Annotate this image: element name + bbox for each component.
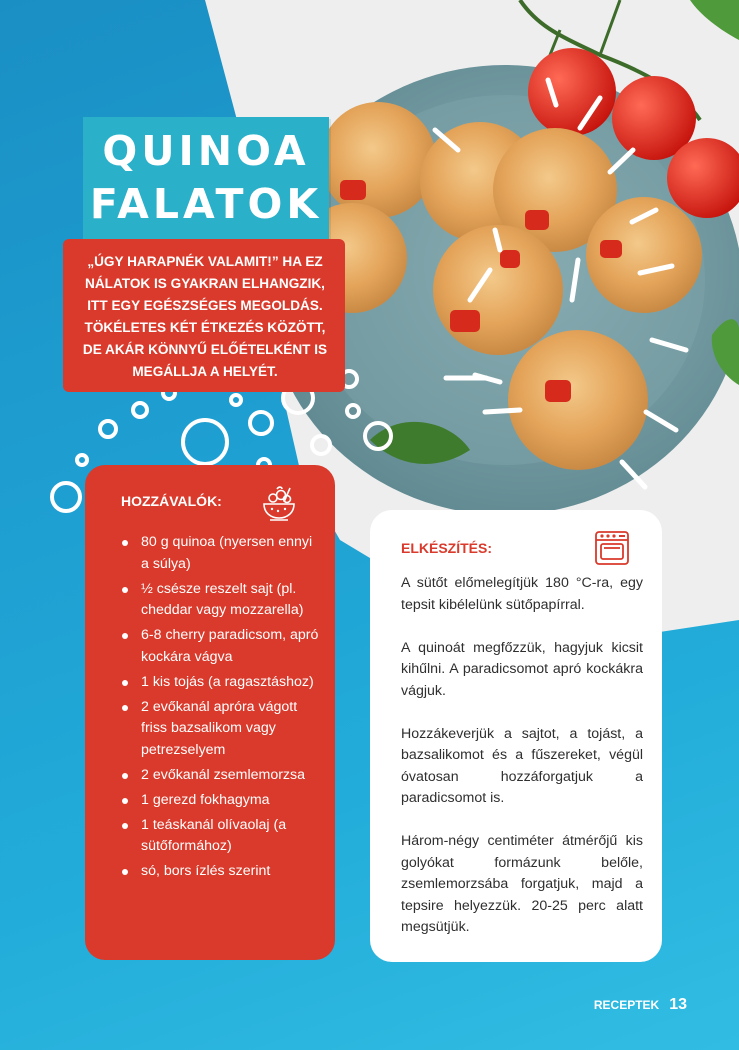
list-item: 6-8 cherry paradicsom, apró kockára vágva	[122, 625, 322, 668]
section-label: RECEPTEK	[593, 998, 660, 1012]
preparation-heading: ELKÉSZÍTÉS:	[401, 540, 493, 556]
page-number: 13	[669, 996, 687, 1013]
list-item: 1 kis tojás (a ragasztáshoz)	[122, 672, 322, 694]
intro-text: „ÚGY HARAPNÉK VALAMIT!” HA EZ NÁLATOK IS GYAKRAN ELHANGZIK, ITT EGY EGÉSZSÉGES MEGOLDÁS. TÖKÉLETES KÉT ÉTKEZÉS KÖZÖTT, DE AKÁR KÖNNYŰ ELŐÉTELKÉNT IS MEGÁLLJA A HELYÉT.	[82, 254, 328, 379]
list-item: 2 evőkanál zsemlemorzsa	[122, 765, 322, 787]
oven-icon	[592, 528, 632, 568]
ingredients-card	[85, 465, 335, 960]
list-item: 2 evőkanál apróra vágott friss bazsalikom vagy petrezselyem	[122, 697, 322, 762]
salad-bowl-icon	[260, 484, 298, 522]
preparation-card	[370, 510, 662, 962]
list-item: só, bors ízlés szerint	[122, 861, 322, 883]
ingredients-list	[122, 532, 322, 886]
page-footer	[594, 996, 687, 1014]
preparation-step: Hozzákeverjük a sajtot, a tojást, a bazsalikomot és a fűszereket, végül óvatosan hozzáforgatjuk a paradicsomot is.	[401, 725, 643, 806]
list-item: 80 g quinoa (nyersen ennyi a súlya)	[122, 532, 322, 575]
preparation-step: Három-négy centiméter átmérőjű kis golyókat formázunk belőle, zsemlemorzsába forgatjuk, majd a tepsire helyezzük. 20-25 perc alatt megsütjük.	[401, 833, 643, 935]
intro-box	[63, 239, 345, 392]
title-line-1: QUINOA	[102, 127, 310, 175]
preparation-steps	[401, 573, 643, 960]
list-item: 1 gerezd fokhagyma	[122, 790, 322, 812]
title-banner	[83, 117, 329, 245]
preparation-step: A sütőt előmelegítjük 180 °C-ra, egy tepsit kibélelünk sütőpapírral.	[401, 575, 643, 613]
ingredients-heading: HOZZÁVALÓK:	[121, 493, 222, 509]
title-line-2: FALATOK	[89, 180, 323, 228]
list-item: 1 teáskanál olívaolaj (a sütőformához)	[122, 815, 322, 858]
preparation-step: A quinoát megfőzzük, hagyjuk kicsit kihűlni. A paradicsomot apró kockákra vágjuk.	[401, 639, 643, 699]
list-item: ½ csésze reszelt sajt (pl. cheddar vagy mozzarella)	[122, 579, 322, 622]
